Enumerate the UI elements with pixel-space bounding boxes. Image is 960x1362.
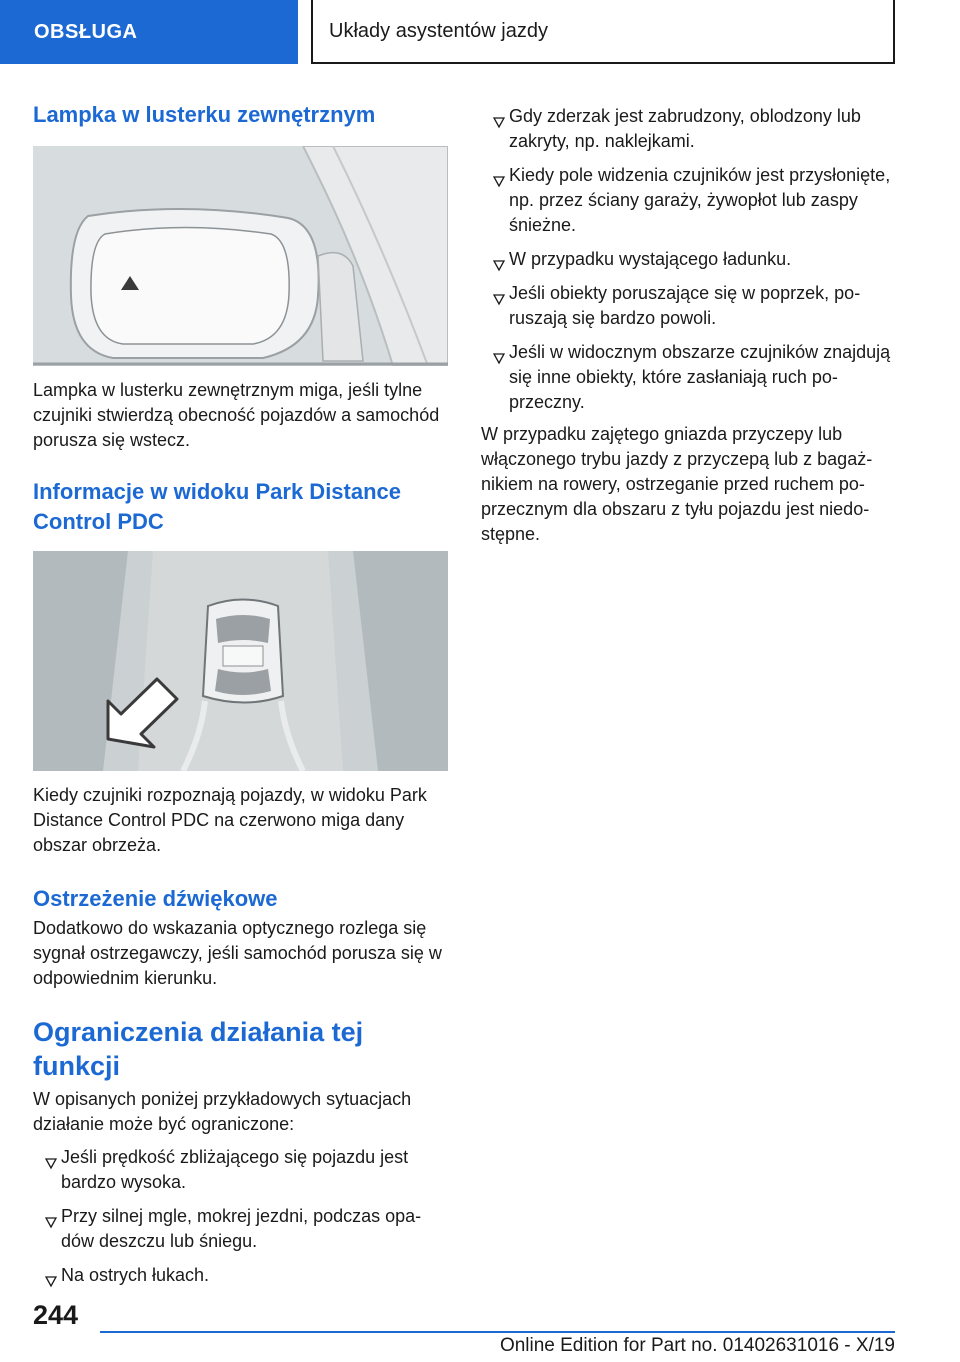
list-item bbox=[481, 104, 896, 154]
footer-edition: Online Edition for Part no. 01402631016 - X/19 bbox=[499, 1335, 895, 1356]
list-item-text: W przypadku wystającego ładunku. bbox=[509, 249, 792, 269]
right-column bbox=[481, 104, 896, 547]
list-item-text: Na ostrych łukach. bbox=[61, 1265, 210, 1285]
left-bullet-list bbox=[33, 1145, 448, 1288]
mirror-illustration bbox=[33, 146, 448, 366]
paragraph-acoustic-warning: Dodatkowo do wskazania optycznego rozlega się sygnał ostrzegawczy, jeśli samochód porusza się w odpowiednim kierunku. bbox=[33, 918, 442, 988]
left-column bbox=[33, 100, 448, 1297]
paragraph-limitations: W opisanych poniżej przykładowych sytuacjach działanie może być ograniczone: bbox=[33, 1089, 412, 1134]
mirror-figure bbox=[33, 146, 448, 366]
pdc-figure bbox=[33, 551, 448, 771]
list-item-text: Jeśli w widocznym obszarze czujników znajdują się inne obiekty, które zasłaniają ruch poprzeczny. bbox=[509, 342, 891, 412]
paragraph-pdc-info: Kiedy czujniki rozpoznają pojazdy, w widoku Park Distance Control PDC na czerwono miga dany obszar obrzeża. bbox=[33, 785, 427, 855]
list-item-text: Przy silnej mgle, mokrej jezdni, podczas opadów deszczu lub śniegu. bbox=[61, 1206, 422, 1251]
list-item bbox=[33, 1145, 448, 1195]
heading-acoustic-warning: Ostrzeżenie dźwiękowe bbox=[33, 886, 278, 911]
car-icon bbox=[203, 600, 283, 703]
list-item bbox=[481, 281, 896, 331]
list-item bbox=[481, 340, 896, 415]
list-item bbox=[481, 163, 896, 238]
list-item-text: Jeśli obiekty poruszające się w poprzek, poruszają się bardzo powoli. bbox=[509, 283, 861, 328]
list-item bbox=[481, 247, 896, 272]
heading-limitations: Ograniczenia działania tej funkcji bbox=[33, 1017, 364, 1081]
list-item-text: Kiedy pole widzenia czujników jest przysłonięte, np. przez ściany garaży, żywopłot lub zaspy śnieżne. bbox=[509, 165, 891, 235]
header-chapter-title: Układy asystentów jazdy bbox=[311, 0, 895, 64]
heading-mirror-lamp: Lampka w lusterku zewnętrznym bbox=[33, 102, 376, 127]
list-item-text: Jeśli prędkość zbliżającego się pojazdu jest bardzo wysoka. bbox=[61, 1147, 409, 1192]
right-bullet-list bbox=[481, 104, 896, 415]
heading-pdc-info: Informacje w widoku Park Distance Control PDC bbox=[33, 479, 402, 534]
list-item bbox=[33, 1204, 448, 1254]
paragraph-mirror-lamp: Lampka w lusterku zewnętrznym miga, jeśli tylne czujniki stwierdzą obecność pojazdów a samochód porusza się wstecz. bbox=[33, 380, 440, 450]
footer-divider bbox=[100, 1331, 895, 1333]
list-item bbox=[33, 1263, 448, 1288]
header-section-tab: OBSŁUGA bbox=[0, 0, 298, 64]
pdc-illustration bbox=[33, 551, 448, 771]
page-number: 244 bbox=[33, 1300, 79, 1330]
paragraph-trailer: W przypadku zajętego gniazda przyczepy lub włączonego trybu jazdy z przyczepą lub z bagażnikiem na rowery, ostrzeganie przed ruchem poprzecznym dla obszaru z tyłu pojazdu jest niedostępne. bbox=[481, 424, 873, 544]
list-item-text: Gdy zderzak jest zabrudzony, oblodzony lub zakryty, np. naklejkami. bbox=[509, 106, 861, 151]
